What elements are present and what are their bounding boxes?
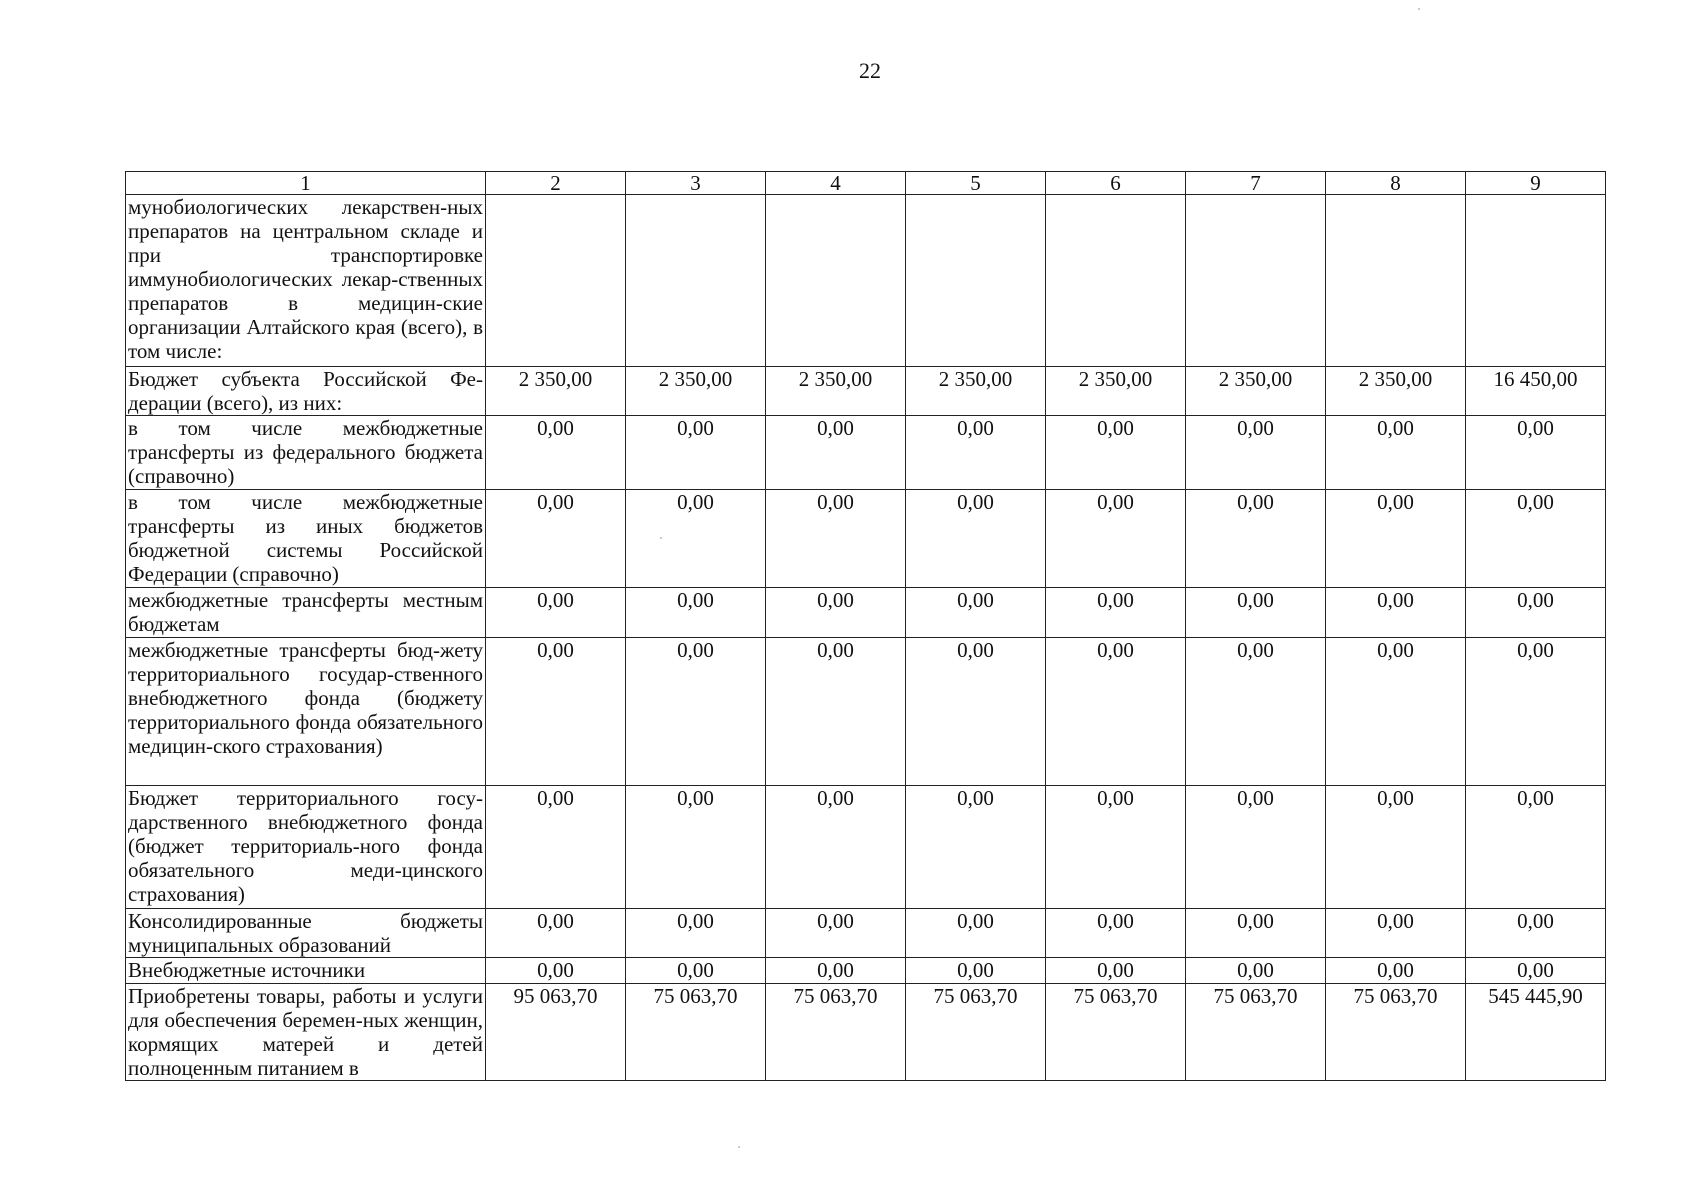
value-cell: 0,00 (626, 786, 766, 909)
value-cell (486, 195, 626, 367)
table-row (126, 638, 1606, 786)
value-cell: 0,00 (1326, 638, 1466, 786)
column-header: 4 (766, 172, 906, 195)
row-label: в том числе межбюджетные трансферты из федерального бюджета (справочно) (126, 416, 486, 490)
value-cell: 2 350,00 (1326, 367, 1466, 416)
row-label: Консолидированные бюджеты муниципальных образований (126, 909, 486, 958)
column-header: 8 (1326, 172, 1466, 195)
value-cell: 0,00 (1046, 588, 1186, 638)
row-label: Внебюджетные источники (126, 958, 486, 984)
value-cell: 0,00 (906, 638, 1046, 786)
column-header: 3 (626, 172, 766, 195)
value-cell: 0,00 (1046, 638, 1186, 786)
value-cell (626, 195, 766, 367)
value-cell: 0,00 (1326, 909, 1466, 958)
value-cell: 75 063,70 (1326, 984, 1466, 1081)
value-cell: 0,00 (1326, 958, 1466, 984)
row-label: межбюджетные трансферты местным бюджетам (126, 588, 486, 638)
value-cell: 75 063,70 (1046, 984, 1186, 1081)
value-cell: 0,00 (486, 416, 626, 490)
value-cell: 0,00 (766, 416, 906, 490)
value-cell: 0,00 (766, 490, 906, 588)
value-cell: 0,00 (626, 638, 766, 786)
scan-speck (1418, 8, 1420, 10)
value-cell: 0,00 (1466, 588, 1606, 638)
value-cell: 0,00 (1186, 490, 1326, 588)
value-cell: 16 450,00 (1466, 367, 1606, 416)
value-cell: 0,00 (1466, 490, 1606, 588)
row-label: межбюджетные трансферты бюд-жету территориального государ-ственного внебюджетного фонда (бюджету территориального фонда обязательного медицин-ского страхования) (126, 638, 486, 786)
value-cell: 0,00 (766, 909, 906, 958)
table-body (126, 195, 1606, 1081)
value-cell: 0,00 (626, 958, 766, 984)
value-cell: 0,00 (906, 588, 1046, 638)
value-cell: 0,00 (1046, 786, 1186, 909)
value-cell: 0,00 (1466, 958, 1606, 984)
value-cell: 0,00 (486, 958, 626, 984)
value-cell: 2 350,00 (1186, 367, 1326, 416)
value-cell: 0,00 (626, 416, 766, 490)
row-label: Бюджет субъекта Российской Фе-дерации (всего), из них: (126, 367, 486, 416)
table-row (126, 367, 1606, 416)
table-row (126, 958, 1606, 984)
value-cell: 0,00 (1046, 958, 1186, 984)
value-cell (906, 195, 1046, 367)
row-label: Бюджет территориального госу-дарственного внебюджетного фонда (бюджет территориаль-ного фонда обязательного меди-цинского страхования) (126, 786, 486, 909)
column-header: 9 (1466, 172, 1606, 195)
value-cell (1466, 195, 1606, 367)
column-header: 1 (126, 172, 486, 195)
table-row (126, 786, 1606, 909)
value-cell: 0,00 (906, 416, 1046, 490)
value-cell (766, 195, 906, 367)
table-row (126, 490, 1606, 588)
value-cell: 0,00 (906, 909, 1046, 958)
value-cell: 2 350,00 (486, 367, 626, 416)
page-number: 22 (859, 58, 881, 83)
value-cell: 0,00 (1326, 490, 1466, 588)
value-cell: 0,00 (906, 786, 1046, 909)
value-cell: 0,00 (766, 958, 906, 984)
scan-speck (660, 537, 662, 539)
value-cell: 0,00 (906, 490, 1046, 588)
table-row (126, 909, 1606, 958)
row-label: мунобиологических лекарствен-ных препаратов на центральном складе и при транспортировке иммунобиологических лекар-ственных препаратов в медицин-ские организации Алтайского края (всего), в том числе: (126, 195, 486, 367)
value-cell: 0,00 (486, 909, 626, 958)
table-header-row (126, 172, 1606, 195)
value-cell: 75 063,70 (626, 984, 766, 1081)
value-cell: 0,00 (906, 958, 1046, 984)
value-cell: 0,00 (1326, 416, 1466, 490)
value-cell: 2 350,00 (906, 367, 1046, 416)
value-cell (1046, 195, 1186, 367)
value-cell: 0,00 (1186, 638, 1326, 786)
value-cell: 0,00 (486, 490, 626, 588)
value-cell: 0,00 (1186, 786, 1326, 909)
value-cell: 0,00 (626, 909, 766, 958)
value-cell: 0,00 (1046, 416, 1186, 490)
value-cell: 75 063,70 (766, 984, 906, 1081)
value-cell: 0,00 (486, 588, 626, 638)
value-cell: 0,00 (486, 786, 626, 909)
value-cell: 2 350,00 (1046, 367, 1186, 416)
row-label: в том числе межбюджетные трансферты из иных бюджетов бюджетной системы Российской Федерации (справочно) (126, 490, 486, 588)
table-row (126, 984, 1606, 1081)
value-cell: 0,00 (766, 786, 906, 909)
row-label: Приобретены товары, работы и услуги для обеспечения беремен-ных женщин, кормящих матерей и детей полноценным питанием в (126, 984, 486, 1081)
value-cell: 95 063,70 (486, 984, 626, 1081)
column-header: 2 (486, 172, 626, 195)
table-row (126, 416, 1606, 490)
value-cell: 2 350,00 (766, 367, 906, 416)
value-cell: 0,00 (1466, 786, 1606, 909)
value-cell: 0,00 (1186, 416, 1326, 490)
value-cell: 0,00 (626, 588, 766, 638)
value-cell: 0,00 (766, 588, 906, 638)
value-cell: 75 063,70 (906, 984, 1046, 1081)
value-cell: 545 445,90 (1466, 984, 1606, 1081)
value-cell (1326, 195, 1466, 367)
column-header: 7 (1186, 172, 1326, 195)
value-cell: 0,00 (1046, 909, 1186, 958)
value-cell: 0,00 (486, 638, 626, 786)
value-cell: 2 350,00 (626, 367, 766, 416)
table-row (126, 195, 1606, 367)
value-cell: 0,00 (1186, 958, 1326, 984)
value-cell: 75 063,70 (1186, 984, 1326, 1081)
value-cell: 0,00 (1326, 786, 1466, 909)
budget-table (125, 171, 1606, 1081)
column-header: 6 (1046, 172, 1186, 195)
value-cell: 0,00 (1326, 588, 1466, 638)
value-cell: 0,00 (1466, 909, 1606, 958)
scan-speck (738, 1146, 740, 1148)
value-cell: 0,00 (1186, 588, 1326, 638)
value-cell: 0,00 (1466, 638, 1606, 786)
column-header: 5 (906, 172, 1046, 195)
value-cell: 0,00 (1186, 909, 1326, 958)
value-cell: 0,00 (1466, 416, 1606, 490)
value-cell: 0,00 (1046, 490, 1186, 588)
value-cell: 0,00 (766, 638, 906, 786)
value-cell (1186, 195, 1326, 367)
table-row (126, 588, 1606, 638)
value-cell: 0,00 (626, 490, 766, 588)
